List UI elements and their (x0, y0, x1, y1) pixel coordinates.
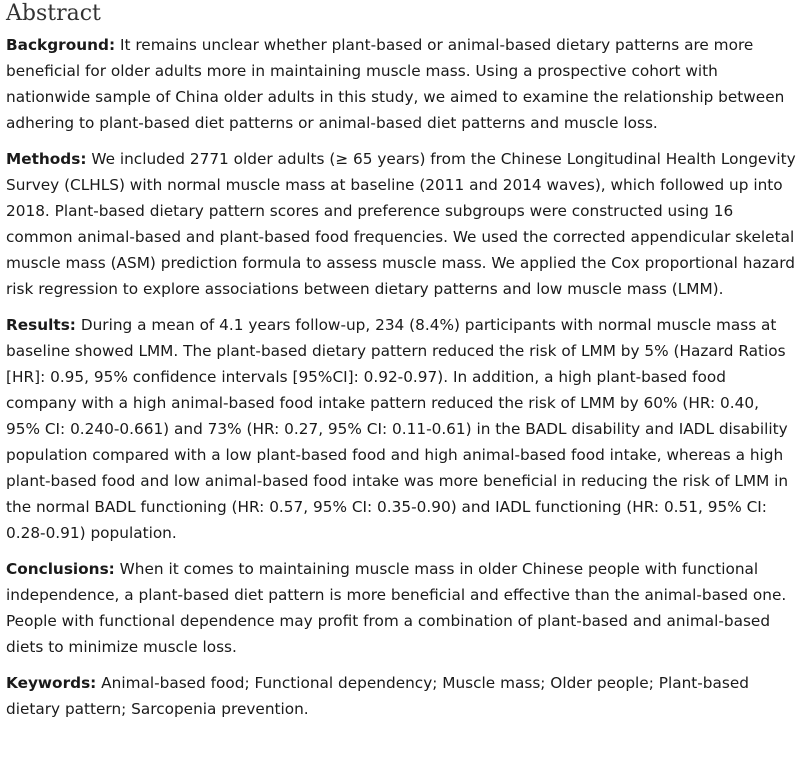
background-section (6, 32, 796, 136)
conclusions-label: Conclusions: (6, 560, 115, 578)
methods-label: Methods: (6, 150, 87, 168)
results-section (6, 312, 796, 546)
methods-section (6, 146, 796, 302)
conclusions-text: When it comes to maintaining muscle mass in older Chinese people with functional independence, a plant-based diet pattern is more beneficial and effective than the animal-based one. People with functional dependence may profit from a combination of plant-based and animal-based diets to minimize muscle loss. (6, 560, 787, 656)
keywords-text: Animal-based food; Functional dependency; Muscle mass; Older people; Plant-based dietary pattern; Sarcopenia prevention. (6, 674, 749, 718)
methods-text: We included 2771 older adults (≥ 65 years) from the Chinese Longitudinal Health Longevity Survey (CLHLS) with normal muscle mass at baseline (2011 and 2014 waves), which followed up into 2018. Plant-based dietary pattern scores and preference subgroups were constructed using 16 common animal-based and plant-based food frequencies. We used the corrected appendicular skeletal muscle mass (ASM) prediction formula to assess muscle mass. We applied the Cox proportional hazard risk regression to explore associations between dietary patterns and low muscle mass (LMM). (6, 150, 796, 298)
background-label: Background: (6, 36, 116, 54)
background-text: It remains unclear whether plant-based or animal-based dietary patterns are more beneficial for older adults more in maintaining muscle mass. Using a prospective cohort with nationwide sample of China older adults in this study, we aimed to examine the relationship between adhering to plant-based diet patterns or animal-based diet patterns and muscle loss. (6, 36, 785, 132)
results-label: Results: (6, 316, 76, 334)
keywords-label: Keywords: (6, 674, 97, 692)
abstract-heading: Abstract (6, 1, 101, 26)
keywords-section (6, 670, 796, 722)
results-text: During a mean of 4.1 years follow-up, 234 (8.4%) participants with normal muscle mass at baseline showed LMM. The plant-based dietary pattern reduced the risk of LMM by 5% (Hazard Ratios [HR]: 0.95, 95% confidence intervals [95%CI]: 0.92-0.97). In addition, a high plant-based food company with a high animal-based food intake pattern reduced the risk of LMM by 60% (HR: 0.40, 95% CI: 0.240-0.661) and 73% (HR: 0.27, 95% CI: 0.11-0.61) in the BADL disability and IADL disability population compared with a low plant-based food and high animal-based food intake, whereas a high plant-based food and low animal-based food intake was more beneficial in reducing the risk of LMM in the normal BADL functioning (HR: 0.57, 95% CI: 0.35-0.90) and IADL functioning (HR: 0.51, 95% CI: 0.28-0.91) population. (6, 316, 789, 542)
conclusions-section (6, 556, 796, 660)
